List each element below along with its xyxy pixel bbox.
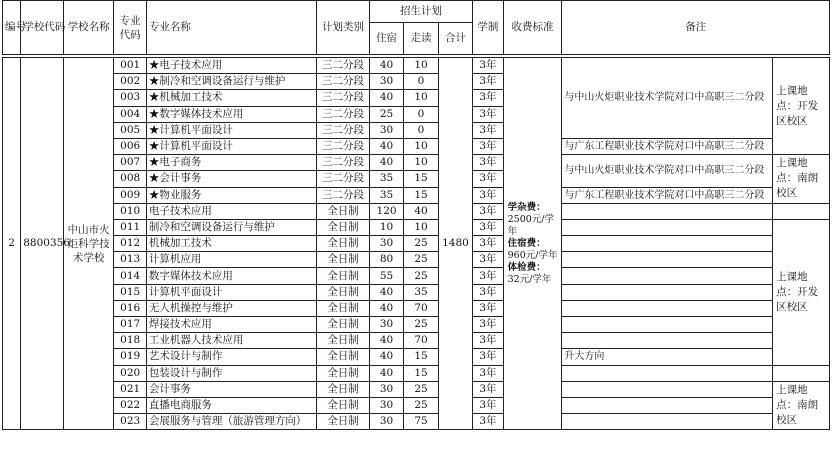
commute-count: 25 <box>404 268 438 284</box>
duration: 3年 <box>473 317 503 333</box>
plan-type: 全日制 <box>317 333 370 349</box>
plan-type: 全日制 <box>317 349 370 365</box>
duration: 3年 <box>473 333 503 349</box>
location-note <box>773 365 830 381</box>
commute-count: 25 <box>404 252 438 268</box>
remark-cell <box>562 381 773 397</box>
major-code: 015 <box>114 284 146 300</box>
major-name: 包装设计与制作 <box>146 365 316 381</box>
plan-type: 三二分段 <box>317 106 370 122</box>
remark-cell: 与中山火炬职业技术学院对口中高职三二分段 <box>562 58 773 139</box>
boarding-count: 40 <box>369 155 403 171</box>
major-code: 010 <box>114 203 146 219</box>
duration: 3年 <box>473 58 503 74</box>
major-name: 直播电商服务 <box>146 397 316 413</box>
major-name: 计算机平面设计 <box>146 284 316 300</box>
major-code: 021 <box>114 381 146 397</box>
table-row <box>3 414 830 430</box>
location-note: 上课地点：开发区校区 <box>773 219 830 365</box>
remark-cell <box>562 236 773 252</box>
boarding-count: 30 <box>369 414 403 430</box>
fee-standard <box>503 58 562 430</box>
remark-cell: 与广东工程职业技术学院对口中高职三二分段 <box>562 138 773 154</box>
boarding-count: 40 <box>369 138 403 154</box>
plan-type: 全日制 <box>317 317 370 333</box>
table-row <box>3 138 830 154</box>
major-name: 机械加工技术 <box>146 236 316 252</box>
location-note: 上课地点：南朗校区 <box>773 155 830 204</box>
header-major-name: 专业名称 <box>146 1 316 55</box>
major-name: ★电子技术应用 <box>146 58 316 74</box>
major-code: 006 <box>114 138 146 154</box>
major-code: 016 <box>114 300 146 316</box>
table-row <box>3 365 830 381</box>
duration: 3年 <box>473 397 503 413</box>
boarding-count: 40 <box>369 365 403 381</box>
boarding-count: 30 <box>369 74 403 90</box>
commute-count: 0 <box>404 122 438 138</box>
boarding-count: 30 <box>369 236 403 252</box>
header-enroll-plan: 招生计划 <box>369 1 472 23</box>
school-code: 8800356 <box>21 58 64 430</box>
plan-type: 三二分段 <box>317 58 370 74</box>
boarding-count: 30 <box>369 317 403 333</box>
table-row <box>3 333 830 349</box>
commute-count: 70 <box>404 300 438 316</box>
remark-cell <box>562 414 773 430</box>
location-note: 上课地点：开发区校区 <box>773 58 830 155</box>
table-row <box>3 300 830 316</box>
boarding-count: 40 <box>369 284 403 300</box>
major-name: ★机械加工技术 <box>146 90 316 106</box>
major-name: ★数字媒体技术应用 <box>146 106 316 122</box>
remark-cell <box>562 333 773 349</box>
commute-count: 10 <box>404 90 438 106</box>
header-plan-type: 计划类别 <box>317 1 370 55</box>
commute-count: 10 <box>404 58 438 74</box>
remark-cell: 与中山火炬职业技术学院对口中高职三二分段 <box>562 155 773 187</box>
major-code: 003 <box>114 90 146 106</box>
duration: 3年 <box>473 268 503 284</box>
header-fee-standard: 收费标准 <box>503 1 562 55</box>
major-code: 012 <box>114 236 146 252</box>
plan-type: 全日制 <box>317 252 370 268</box>
enrollment-table <box>2 0 830 430</box>
header-total: 合计 <box>438 23 472 55</box>
commute-count: 10 <box>404 219 438 235</box>
major-name: ★电子商务 <box>146 155 316 171</box>
duration: 3年 <box>473 106 503 122</box>
plan-type: 三二分段 <box>317 90 370 106</box>
duration: 3年 <box>473 252 503 268</box>
major-code: 002 <box>114 74 146 90</box>
plan-type: 全日制 <box>317 365 370 381</box>
major-code: 022 <box>114 397 146 413</box>
lodging-label: 住宿费： <box>507 237 546 249</box>
major-name: 会展服务与管理（旅游管理方向） <box>146 414 316 430</box>
header-school-code: 学校代码 <box>21 1 64 55</box>
remark-cell <box>562 252 773 268</box>
major-code: 023 <box>114 414 146 430</box>
major-name: 会计事务 <box>146 381 316 397</box>
duration: 3年 <box>473 236 503 252</box>
plan-type: 全日制 <box>317 414 370 430</box>
boarding-count: 55 <box>369 268 403 284</box>
header-commute: 走读 <box>404 23 438 55</box>
duration: 3年 <box>473 90 503 106</box>
table-row <box>3 187 830 203</box>
table-row <box>3 268 830 284</box>
commute-count: 75 <box>404 414 438 430</box>
remark-cell <box>562 317 773 333</box>
commute-count: 0 <box>404 106 438 122</box>
duration: 3年 <box>473 365 503 381</box>
duration: 3年 <box>473 349 503 365</box>
major-name: 制冷和空调设备运行与维护 <box>146 219 316 235</box>
major-name: ★物业服务 <box>146 187 316 203</box>
major-name: ★计算机平面设计 <box>146 122 316 138</box>
boarding-count: 40 <box>369 58 403 74</box>
boarding-count: 10 <box>369 219 403 235</box>
tuition-label: 学杂费： <box>507 201 546 213</box>
duration: 3年 <box>473 187 503 203</box>
boarding-count: 30 <box>369 122 403 138</box>
duration: 3年 <box>473 300 503 316</box>
duration: 3年 <box>473 138 503 154</box>
major-name: 焊接技术应用 <box>146 317 316 333</box>
remark-cell <box>562 365 773 381</box>
major-code: 014 <box>114 268 146 284</box>
major-code: 018 <box>114 333 146 349</box>
duration: 3年 <box>473 381 503 397</box>
commute-count: 35 <box>404 284 438 300</box>
school-num: 2 <box>3 58 21 430</box>
major-name: 计算机应用 <box>146 252 316 268</box>
commute-count: 25 <box>404 397 438 413</box>
duration: 3年 <box>473 203 503 219</box>
plan-type: 三二分段 <box>317 74 370 90</box>
major-code: 019 <box>114 349 146 365</box>
commute-count: 15 <box>404 187 438 203</box>
boarding-count: 120 <box>369 203 403 219</box>
header-num: 编号 <box>3 1 21 55</box>
table-row <box>3 58 830 74</box>
major-code: 011 <box>114 219 146 235</box>
plan-type: 全日制 <box>317 381 370 397</box>
table-row <box>3 349 830 365</box>
major-name: ★制冷和空调设备运行与维护 <box>146 74 316 90</box>
major-name: 数字媒体技术应用 <box>146 268 316 284</box>
plan-type: 三二分段 <box>317 138 370 154</box>
duration: 3年 <box>473 74 503 90</box>
plan-type: 全日制 <box>317 268 370 284</box>
commute-count: 25 <box>404 317 438 333</box>
header-major-code: 专业代码 <box>114 1 146 55</box>
boarding-count: 30 <box>369 397 403 413</box>
duration: 3年 <box>473 414 503 430</box>
plan-type: 全日制 <box>317 300 370 316</box>
tuition-value: 2500元/学年 <box>507 213 554 237</box>
remark-cell <box>562 300 773 316</box>
major-name: 艺术设计与制作 <box>146 349 316 365</box>
plan-type: 全日制 <box>317 397 370 413</box>
table-row <box>3 284 830 300</box>
plan-type: 全日制 <box>317 203 370 219</box>
school-total: 1480 <box>438 58 472 430</box>
table-row <box>3 219 830 235</box>
table-row <box>3 252 830 268</box>
major-name: 工业机器人技术应用 <box>146 333 316 349</box>
boarding-count: 40 <box>369 333 403 349</box>
major-code: 005 <box>114 122 146 138</box>
duration: 3年 <box>473 155 503 171</box>
boarding-count: 40 <box>369 349 403 365</box>
plan-type: 全日制 <box>317 284 370 300</box>
major-code: 004 <box>114 106 146 122</box>
remark-cell <box>562 284 773 300</box>
commute-count: 25 <box>404 381 438 397</box>
remark-cell: 升大方向 <box>562 349 773 365</box>
commute-count: 25 <box>404 236 438 252</box>
major-name: 电子技术应用 <box>146 203 316 219</box>
boarding-count: 35 <box>369 187 403 203</box>
header-school-name: 学校名称 <box>63 1 114 55</box>
commute-count: 15 <box>404 349 438 365</box>
header-boarding: 住宿 <box>369 23 403 55</box>
table-row <box>3 381 830 397</box>
major-code: 017 <box>114 317 146 333</box>
remark-cell <box>562 219 773 235</box>
commute-count: 15 <box>404 171 438 187</box>
remark-cell: 与广东工程职业技术学院对口中高职三二分段 <box>562 187 773 203</box>
commute-count: 0 <box>404 74 438 90</box>
boarding-count: 80 <box>369 252 403 268</box>
major-code: 009 <box>114 187 146 203</box>
table-row <box>3 203 830 219</box>
major-code: 007 <box>114 155 146 171</box>
major-code: 001 <box>114 58 146 74</box>
header-remarks: 备注 <box>562 1 830 55</box>
boarding-count: 35 <box>369 171 403 187</box>
commute-count: 10 <box>404 138 438 154</box>
commute-count: 40 <box>404 203 438 219</box>
plan-type: 全日制 <box>317 236 370 252</box>
exam-label: 体检费： <box>507 261 546 273</box>
school-name: 中山市火炬科学技术学校 <box>63 58 114 430</box>
plan-type: 全日制 <box>317 219 370 235</box>
remark-cell <box>562 268 773 284</box>
plan-type: 三二分段 <box>317 187 370 203</box>
commute-count: 10 <box>404 155 438 171</box>
major-code: 020 <box>114 365 146 381</box>
table-row <box>3 236 830 252</box>
duration: 3年 <box>473 122 503 138</box>
major-name: ★会计事务 <box>146 171 316 187</box>
header-duration: 学制 <box>473 1 503 55</box>
major-name: 无人机操控与维护 <box>146 300 316 316</box>
duration: 3年 <box>473 171 503 187</box>
boarding-count: 25 <box>369 106 403 122</box>
table-row <box>3 397 830 413</box>
major-name: ★计算机平面设计 <box>146 138 316 154</box>
location-note: 上课地点：南朗校区 <box>773 381 830 430</box>
exam-value: 32元/学年 <box>507 273 552 285</box>
duration: 3年 <box>473 219 503 235</box>
plan-type: 三二分段 <box>317 155 370 171</box>
table-row <box>3 317 830 333</box>
plan-type: 三二分段 <box>317 122 370 138</box>
boarding-count: 40 <box>369 90 403 106</box>
boarding-count: 40 <box>369 300 403 316</box>
duration: 3年 <box>473 284 503 300</box>
lodging-value: 960元/学年 <box>507 249 558 261</box>
plan-type: 三二分段 <box>317 171 370 187</box>
table-row <box>3 155 830 171</box>
major-code: 008 <box>114 171 146 187</box>
boarding-count: 30 <box>369 381 403 397</box>
commute-count: 15 <box>404 365 438 381</box>
commute-count: 70 <box>404 333 438 349</box>
remark-cell <box>562 203 773 219</box>
major-code: 013 <box>114 252 146 268</box>
remark-cell <box>562 397 773 413</box>
location-note <box>773 203 830 219</box>
